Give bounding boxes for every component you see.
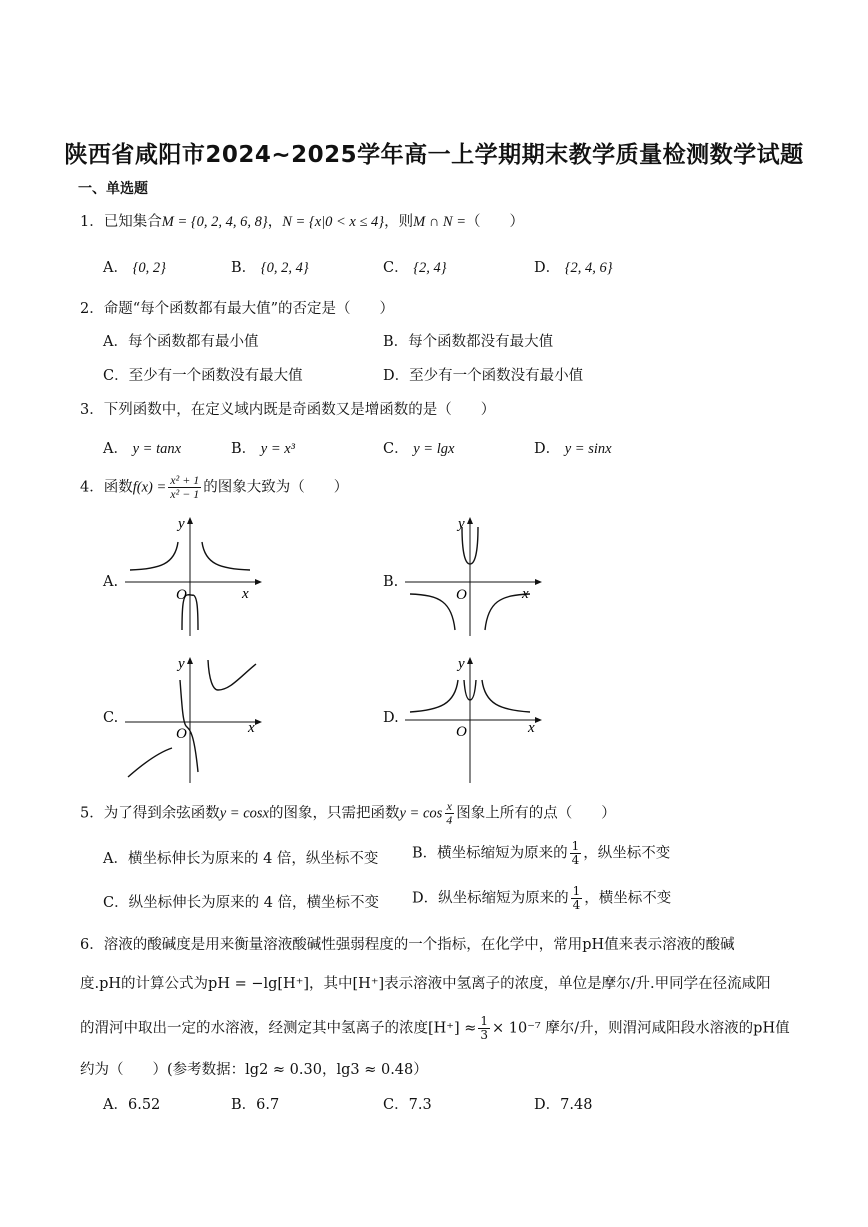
graph-b[interactable]: [400, 512, 550, 637]
option-a[interactable]: A． {0, 2}: [103, 260, 166, 276]
option-b[interactable]: B． y = x³: [231, 441, 296, 457]
option-d[interactable]: D． y = sinx: [534, 441, 612, 457]
option-d[interactable]: D．至少有一个函数没有最小值: [383, 368, 584, 384]
option-c[interactable]: C． y = lgx: [383, 441, 455, 457]
option-a[interactable]: A．每个函数都有最小值: [103, 334, 259, 350]
svg-text:O: O: [176, 726, 187, 742]
question-1-stem: 1．已知集合M = {0, 2, 4, 6, 8}，N = {x|0 < x ≤ 4}，则M ∩ N =（ ）: [80, 214, 524, 230]
svg-text:x: x: [248, 720, 255, 736]
option-b[interactable]: B．横坐标缩短为原来的 $\frac{1}{4}$ ，纵坐标不变: [412, 839, 671, 867]
option-c[interactable]: C．纵坐标伸长为原来的 4 倍，横坐标不变: [103, 895, 380, 911]
question-number: 3．: [80, 402, 104, 418]
set-n: N = {x|0 < x ≤ 4}: [282, 214, 385, 230]
question-2-stem: 2．命题“每个函数都有最大值”的否定是（ ）: [80, 301, 395, 317]
question-4-stem: 4．函数f(x) = $\frac{\text{x² + 1}}{\text{x² − 1}}$ 的图象大致为（ ）: [80, 473, 349, 501]
fraction: $\frac{x}{4}$: [446, 799, 453, 827]
svg-text:x: x: [522, 586, 529, 602]
svg-text:y: y: [178, 656, 185, 672]
option-a[interactable]: A． y = tanx: [103, 441, 182, 457]
question-number: 4．: [80, 479, 104, 496]
question-6-line-1: 6．溶液的酸碱度是用来衡量溶液酸碱性强弱程度的一个指标，在化学中，常用pH值来表示溶液的酸碱: [80, 937, 735, 953]
option-a[interactable]: A．横坐标伸长为原来的 4 倍，纵坐标不变: [103, 851, 379, 867]
svg-text:y: y: [178, 516, 185, 532]
set-m: M = {0, 2, 4, 6, 8}: [161, 214, 268, 230]
fraction: $\frac{\text{x² + 1}}{\text{x² − 1}}$: [170, 473, 200, 501]
question-5-stem: 5．为了得到余弦函数y = cosx的图象，只需把函数y = cos $\frac{x}{4}$ 图象上所有的点（ ）: [80, 799, 616, 827]
option-d[interactable]: D． {2, 4, 6}: [534, 260, 613, 276]
question-3-stem: 3．下列函数中，在定义域内既是奇函数又是增函数的是（ ）: [80, 402, 496, 418]
svg-text:O: O: [176, 587, 187, 603]
intersection: M ∩ N =: [413, 214, 466, 230]
option-b[interactable]: B.: [383, 574, 399, 590]
svg-text:O: O: [456, 724, 467, 740]
option-c[interactable]: C． {2, 4}: [383, 260, 447, 276]
option-d[interactable]: D．7.48: [534, 1097, 593, 1113]
option-b[interactable]: B．每个函数都没有最大值: [383, 334, 554, 350]
function-f: f(x) =: [132, 479, 167, 496]
graph-d[interactable]: [400, 652, 550, 784]
page-title: 陕西省咸阳市2024~2025学年高一上学期期末教学质量检测数学试题: [64, 142, 804, 168]
option-a[interactable]: A．6.52: [103, 1097, 161, 1113]
option-c[interactable]: C．7.3: [383, 1097, 432, 1113]
question-6-line-4: 约为（ ）(参考数据：lg2 ≈ 0.30，lg3 ≈ 0.48）: [80, 1062, 428, 1078]
option-b[interactable]: B．6.7: [231, 1097, 280, 1113]
section-heading: 一、单选题: [78, 181, 148, 197]
question-number: 1．: [80, 214, 104, 230]
option-d[interactable]: D．纵坐标缩短为原来的 $\frac{1}{4}$ ，横坐标不变: [412, 884, 672, 912]
svg-text:O: O: [456, 587, 467, 603]
svg-text:x: x: [242, 586, 249, 602]
svg-text:y: y: [458, 516, 465, 532]
option-b[interactable]: B． {0, 2, 4}: [231, 260, 309, 276]
svg-text:x: x: [528, 720, 535, 736]
graph-a[interactable]: [120, 512, 270, 637]
question-number: 2．: [80, 301, 104, 317]
question-number: 6．: [80, 937, 104, 953]
question-number: 5．: [80, 805, 104, 822]
svg-text:y: y: [458, 656, 465, 672]
option-a[interactable]: A.: [103, 574, 119, 590]
option-c[interactable]: C．至少有一个函数没有最大值: [103, 368, 303, 384]
option-c[interactable]: C.: [103, 710, 119, 726]
question-6-line-3: 的渭河中取出一定的水溶液，经测定其中氢离子的浓度[H⁺] ≈ $\frac{1}{3}$ × 10⁻⁷ 摩尔/升，则渭河咸阳段水溶液的pH值: [80, 1014, 790, 1042]
graph-c[interactable]: [120, 652, 270, 784]
option-d[interactable]: D.: [383, 710, 399, 726]
question-6-line-2: 度.pH的计算公式为pH = −lg[H⁺]，其中[H⁺]表示溶液中氢离子的浓度，单位是摩尔/升.甲同学在径流咸阳: [80, 976, 771, 992]
